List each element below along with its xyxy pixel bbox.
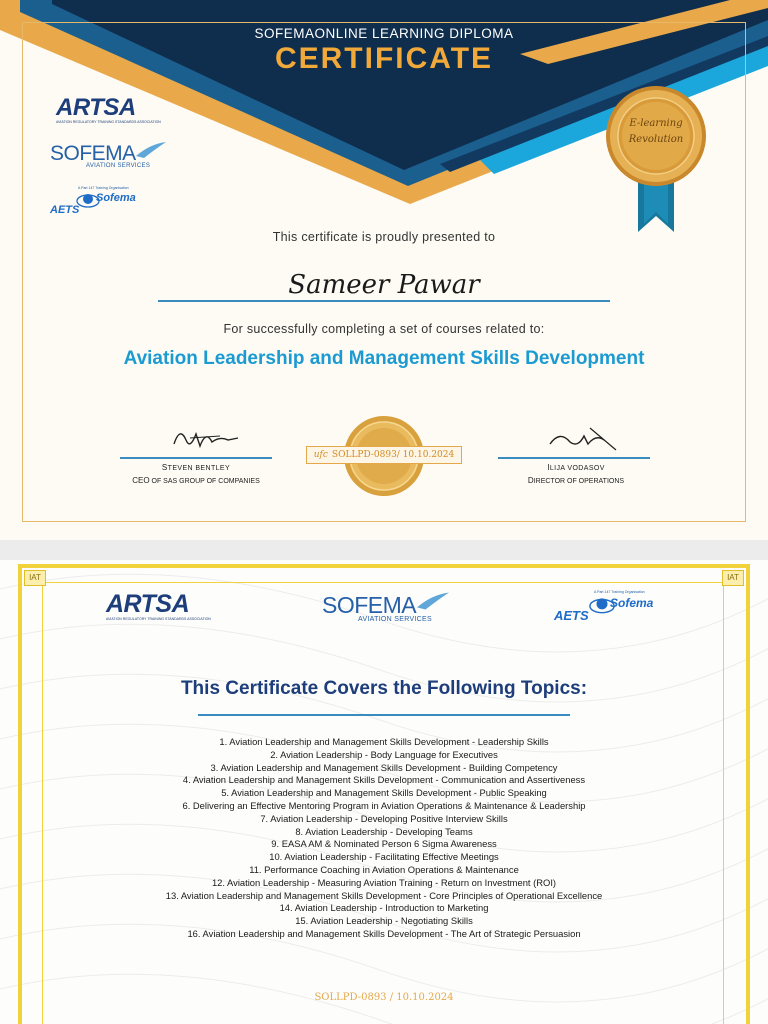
topics-underline bbox=[198, 714, 570, 716]
diploma-label: SOFEMAONLINE LEARNING DIPLOMA bbox=[254, 26, 514, 41]
topic-item: 9. EASA AM & Nominated Person 6 Sigma Awareness bbox=[271, 838, 497, 850]
topics-page: IAT IAT ARTSA AVIATION REGULATORY TRAINING STANDARDS ASSOCIATION SOFEMA AVIATION SERVICES A Part 147 Training Organisation AETS Sofema This Certificate Covers the Following Topics: 1. Aviation Leadership and Management Skills Development - Leadership Skills 2. Aviation Leadership - Body Language for Executives 3. Aviation Leadership and Management Skills Development - Building Competency 4. Aviation Leadership and Management Skills Development - Communication and Assertiveness 5. Aviation Leadership and Management Skills Development - Public Speaking 6. Delivering an Effective Mentoring Program in Aviation Operations & Maintenance & Leadership 7. Aviation Leadership - Developing Positive Interview Skills 8. Aviation Leadership - Developing Teams 9. EASA AM & Nominated Person 6 Sigma Awareness 10. Aviation Leadership - Facilitating Effective Meetings 11. Performance Coaching in Aviation Operations & Maintenance 12. Aviation Leadership - Measuring Aviation Training - Return on Investment (ROI) 13. Aviation Leadership and Management Skills Development - Core Principles of Operational Excellence 14. Aviation Leadership - Introduction to Marketing 15. Aviation Leadership - Negotiating Skills 16. Aviation Leadership and Management Skills Development - The Art of Strategic Persuasion SOLLPD-0893 / 10.10.2024 bbox=[0, 560, 768, 1024]
corner-ornament: IAT bbox=[24, 570, 46, 586]
topic-item: 5. Aviation Leadership and Management Skills Development - Public Speaking bbox=[221, 787, 547, 799]
topic-item: 11. Performance Coaching in Aviation Operations & Maintenance bbox=[249, 863, 519, 875]
topic-item: 6. Delivering an Effective Mentoring Program in Aviation Operations & Maintenance & Leadership bbox=[182, 799, 586, 811]
sofema-wing-icon bbox=[136, 142, 166, 158]
certificate-code: ufc SOLLPD-0893/ 10.10.2024 bbox=[306, 446, 462, 464]
signature-right bbox=[530, 424, 680, 454]
topic-item: 8. Aviation Leadership - Developing Teams bbox=[295, 825, 473, 837]
completing-text: For successfully completing a set of courses related to: bbox=[223, 322, 545, 336]
topic-item: 14. Aviation Leadership - Introduction to Marketing bbox=[279, 902, 489, 914]
topic-item: 12. Aviation Leadership - Measuring Aviation Training - Return on Investment (ROI) bbox=[211, 876, 557, 888]
topic-item: 4. Aviation Leadership and Management Skills Development - Communication and Assertiveness bbox=[182, 774, 586, 786]
topic-item: 13. Aviation Leadership and Management Skills Development - Core Principles of Operational Excellence bbox=[165, 889, 603, 901]
topic-item: 1. Aviation Leadership and Management Skills Development - Leadership Skills bbox=[219, 736, 549, 747]
corner-ornament: IAT bbox=[722, 570, 744, 586]
seal-text-2: Revolution bbox=[628, 134, 684, 145]
artsa-logo: ARTSA AVIATION REGULATORY TRAINING STANDARDS ASSOCIATION bbox=[106, 590, 211, 621]
recipient-underline bbox=[158, 300, 610, 302]
topic-item: 10. Aviation Leadership - Facilitating Effective Meetings bbox=[269, 851, 499, 863]
sofema-wing-icon bbox=[417, 592, 449, 610]
topic-item: 7. Aviation Leadership - Developing Positive Interview Skills bbox=[260, 812, 508, 824]
artsa-logo: ARTSA AVIATION REGULATORY TRAINING STANDARDS ASSOCIATION bbox=[56, 94, 161, 124]
course-title: Aviation Leadership and Management Skills Development bbox=[123, 348, 645, 369]
topics-list bbox=[60, 736, 708, 941]
elearning-seal bbox=[604, 84, 708, 234]
recipient-name: Sameer Pawar bbox=[288, 270, 480, 300]
topic-item: 3. Aviation Leadership and Management Skills Development - Building Competency bbox=[210, 761, 558, 773]
signatory-left-role: CEO OF SAS GROUP OF COMPANIES bbox=[132, 476, 260, 485]
sofema-logo: SOFEMA AVIATION SERVICES bbox=[322, 592, 449, 623]
signature-left-line bbox=[120, 457, 272, 459]
footer-certificate-code: SOLLPD-0893 / 10.10.2024 bbox=[314, 992, 454, 1003]
seal-text-1: E-learning bbox=[629, 118, 683, 129]
signature-left bbox=[160, 424, 310, 454]
presented-text: This certificate is proudly presented to bbox=[272, 230, 496, 244]
topic-item: 15. Aviation Leadership - Negotiating Skills bbox=[295, 915, 473, 927]
seal-ribbon-icon bbox=[604, 84, 708, 234]
topic-item: 2. Aviation Leadership - Body Language for Executives bbox=[270, 748, 498, 760]
signatory-left-name: STEVEN BENTLEY bbox=[161, 463, 231, 472]
topic-item: 16. Aviation Leadership and Management Skills Development - The Art of Strategic Persuasion bbox=[187, 927, 581, 939]
signatory-right-name: ILIJA VODASOV bbox=[547, 463, 605, 472]
certificate-title: CERTIFICATE bbox=[274, 42, 494, 75]
signatory-right-role: DIRECTOR OF OPERATIONS bbox=[527, 476, 625, 485]
sofema-logo: SOFEMA AVIATION SERVICES bbox=[50, 142, 166, 169]
topics-heading: This Certificate Covers the Following Topics: bbox=[180, 678, 588, 699]
certificate-page: SOFEMAONLINE LEARNING DIPLOMA CERTIFICATE ARTSA AVIATION REGULATORY TRAINING STANDARDS ASSOCIATION SOFEMA AVIATION SERVICES A Part 147 Training Organisation AETS Sofema E-learning Revolution This certificate is proudly presented to Sameer Pawar For successfully completing a set of courses related to: Aviation Leadership and Management Skills Development STEVEN BENTLEY CEO OF SAS GROUP OF COMPANIES ufc SOLLPD-0893/ 10.10.2024 ILIJA VODASOV DIRECTOR OF OPERATIONS bbox=[0, 0, 768, 540]
signature-right-line bbox=[498, 457, 650, 459]
